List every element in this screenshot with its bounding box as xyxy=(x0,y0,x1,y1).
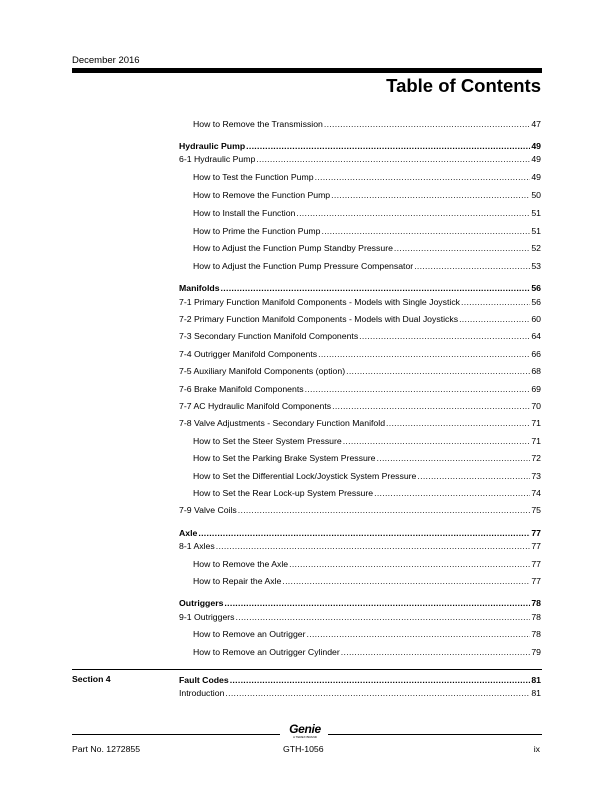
toc-entry[interactable]: How to Adjust the Function Pump Pressure Compensator ..... 53 xyxy=(193,260,541,272)
footer-page-number: ix xyxy=(533,744,540,754)
section-label: Section 4 xyxy=(72,674,111,684)
toc-entry[interactable]: How to Install the Function ..... 51 xyxy=(193,207,541,219)
toc-entry[interactable]: How to Remove an Outrigger ..... 78 xyxy=(193,628,541,640)
toc-entry[interactable]: How to Set the Parking Brake System Pressure ..... 72 xyxy=(193,452,541,464)
toc-entry[interactable]: How to Set the Differential Lock/Joystick System Pressure ..... 73 xyxy=(193,470,541,482)
toc-entry[interactable]: How to Test the Function Pump ..... 49 xyxy=(193,171,541,183)
footer-model: GTH-1056 xyxy=(283,744,324,754)
toc-entry[interactable]: 7-6 Brake Manifold Components ..... 69 xyxy=(179,383,541,395)
toc-entry[interactable]: 8-1 Axles ..... 77 xyxy=(179,540,541,552)
toc-heading[interactable]: Outriggers ..... 78 xyxy=(179,597,541,609)
genie-logo xyxy=(285,723,325,739)
toc-entry[interactable]: 7-1 Primary Function Manifold Components - Models with Single Joystick ..... 56 xyxy=(179,296,541,308)
toc-entry[interactable]: 6-1 Hydraulic Pump ..... 49 xyxy=(179,153,541,165)
toc-entry[interactable]: How to Remove the Function Pump ..... 50 xyxy=(193,189,541,201)
toc-entry[interactable]: How to Remove an Outrigger Cylinder ..... 79 xyxy=(193,646,541,658)
footer-rule-right xyxy=(328,734,542,735)
toc-entry[interactable]: 7-9 Valve Coils ..... 75 xyxy=(179,504,541,516)
toc-heading[interactable]: Hydraulic Pump ..... 49 xyxy=(179,140,541,152)
toc-entry[interactable]: Introduction ..... 81 xyxy=(179,687,541,699)
toc-entry[interactable]: How to Set the Steer System Pressure ..... 71 xyxy=(193,435,541,447)
page-title: Table of Contents xyxy=(386,75,541,96)
toc-entry[interactable]: How to Remove the Transmission ..... 47 xyxy=(193,118,541,130)
toc-entry[interactable]: How to Repair the Axle ..... 77 xyxy=(193,575,541,587)
header-bar xyxy=(72,68,542,73)
logo-wordmark: Genie xyxy=(289,722,321,736)
logo-subtitle: A TEREX BRAND xyxy=(293,735,317,739)
toc-entry[interactable]: How to Remove the Axle ..... 77 xyxy=(193,558,541,570)
toc-entry[interactable]: 7-7 AC Hydraulic Manifold Components ..... 70 xyxy=(179,400,541,412)
toc-entry[interactable]: 9-1 Outriggers ..... 78 xyxy=(179,611,541,623)
footer-part-number: Part No. 1272855 xyxy=(72,744,141,754)
toc-heading[interactable]: Axle ..... 77 xyxy=(179,527,541,539)
toc-entry[interactable]: 7-8 Valve Adjustments - Secondary Function Manifold ..... 71 xyxy=(179,417,541,429)
toc-heading[interactable]: Fault Codes ..... 81 xyxy=(179,674,541,686)
footer-rule-left xyxy=(72,734,280,735)
toc-entry[interactable]: 7-5 Auxiliary Manifold Components (option) ..... 68 xyxy=(179,365,541,377)
toc-entry[interactable]: 7-4 Outrigger Manifold Components ..... 66 xyxy=(179,348,541,360)
toc-entry[interactable]: How to Prime the Function Pump ..... 51 xyxy=(193,225,541,237)
toc-entry[interactable]: How to Adjust the Function Pump Standby Pressure ..... 52 xyxy=(193,242,541,254)
toc-heading[interactable]: Manifolds ..... 56 xyxy=(179,282,541,294)
toc-entry[interactable]: 7-3 Secondary Function Manifold Components ..... 64 xyxy=(179,330,541,342)
toc-entry[interactable]: How to Set the Rear Lock-up System Pressure ..... 74 xyxy=(193,487,541,499)
toc-entry[interactable]: 7-2 Primary Function Manifold Components - Models with Dual Joysticks ..... 60 xyxy=(179,313,541,325)
header-date: December 2016 xyxy=(72,55,140,66)
section-rule xyxy=(72,669,542,670)
